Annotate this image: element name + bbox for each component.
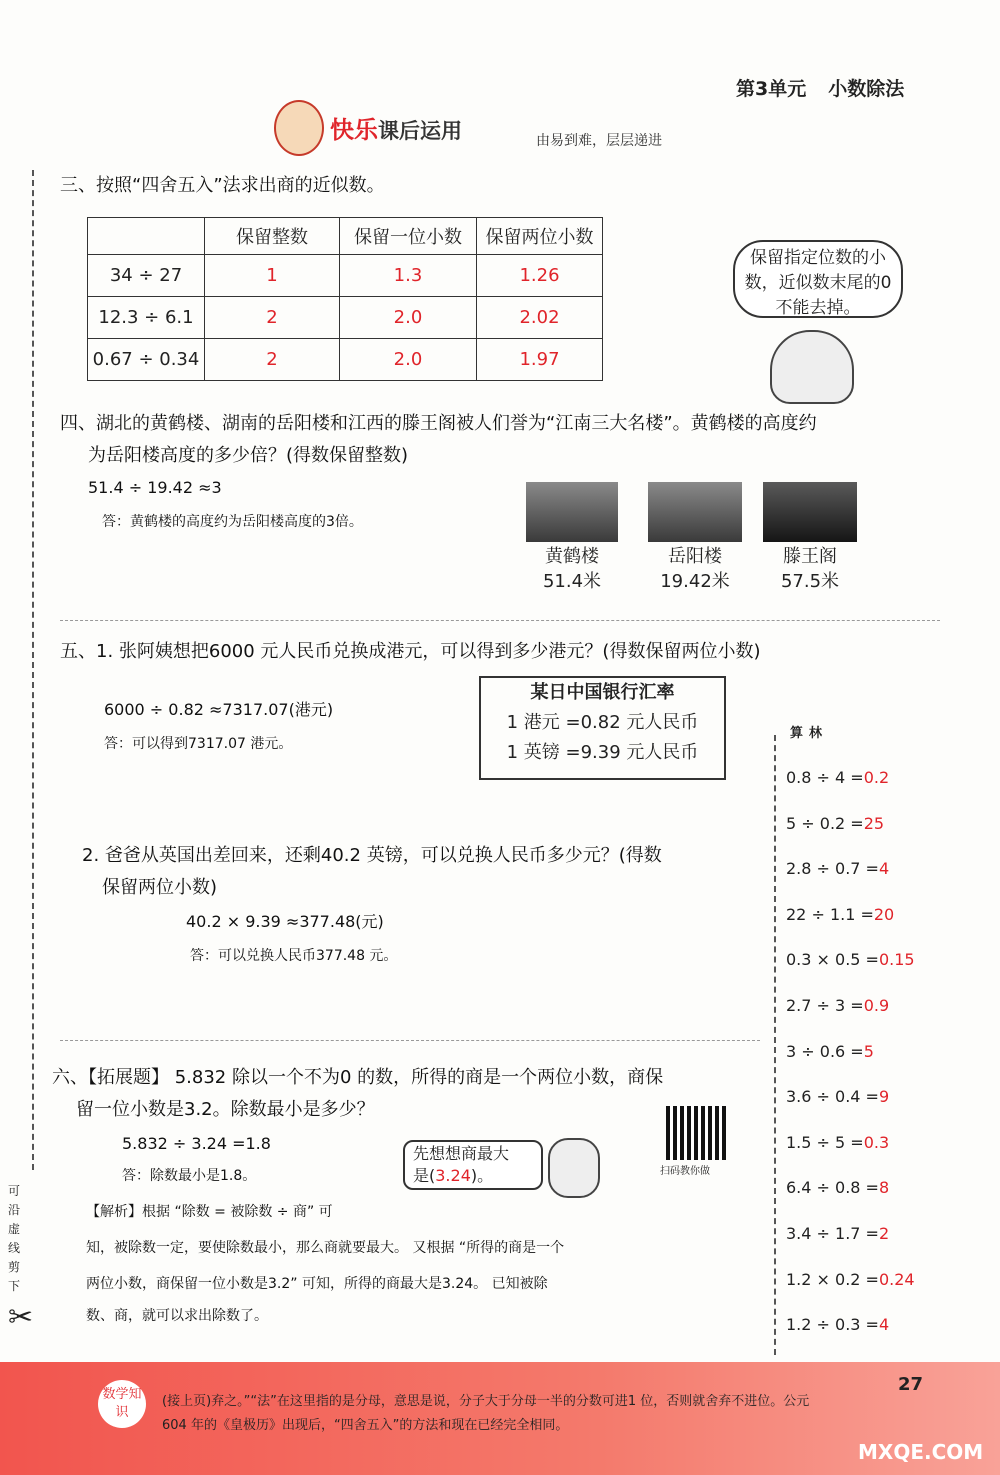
q6-l1: 六、【拓展题】 5.832 除以一个不为0 的数，所得的商是一个两位小数，商保 (52, 1067, 664, 1088)
calc-item (786, 905, 894, 924)
calc-question: 0.3 × 0.5 = (786, 950, 879, 970)
calc-question: 1.2 × 0.2 = (786, 1269, 879, 1289)
q6-l2: 留一位小数是3.2。除数最小是多少？ (76, 1099, 375, 1120)
page-number: 27 (898, 1374, 924, 1395)
calc-item (786, 1087, 889, 1106)
slogan: 由易到难，层层递进 (536, 133, 662, 149)
cut-line (32, 170, 34, 1170)
hint-bubble: 先想想商最大 是(3.24)。 (403, 1140, 543, 1190)
table-row: 34 ÷ 27 1 1.3 1.26 (88, 255, 603, 297)
q4-line2: 为岳阳楼高度的多少倍？(得数保留整数) (88, 445, 409, 466)
calc-answer: 0.15 (878, 950, 915, 970)
calc-question: 3 ÷ 0.6 = (786, 1041, 864, 1061)
cartoon-pencil-icon (548, 1138, 600, 1198)
watermark: MXQE.COM (858, 1440, 984, 1464)
scissors-icon: ✂ (8, 1300, 34, 1335)
calc-item (786, 814, 884, 833)
calc-item (786, 1315, 889, 1334)
q5-calc1: 6000 ÷ 0.82 ≈7317.07(港元) (104, 700, 334, 719)
cartoon-boy-icon (274, 100, 324, 156)
calc-answer: 0.24 (878, 1269, 915, 1289)
q4-answer: 答：黄鹤楼的高度约为岳阳楼高度的3倍。 (102, 514, 363, 530)
approx-table: 保留整数 保留一位小数 保留两位小数 34 ÷ 27 1 1.3 1.26 12.3 ÷ 6.1 2 2.0 2.02 0.67 ÷ 0.34 2 2.0 1.97 (87, 217, 603, 381)
q3-title: 三、按照“四舍五入”法求出商的近似数。 (60, 175, 385, 196)
calc-answer: 4 (878, 1315, 890, 1335)
calc-answer: 4 (878, 859, 890, 879)
q5-p1: 五、1. 张阿姨想把6000 元人民币兑换成港元，可以得到多少港元？(得数保留两位小数) (60, 641, 761, 662)
tower-caption: 黄鹤楼 51.4米 (542, 546, 602, 592)
calc-item (786, 768, 889, 787)
q4-calc: 51.4 ÷ 19.42 ≈3 (88, 478, 222, 497)
calc-answer: 25 (863, 813, 885, 833)
calc-question: 0.8 ÷ 4 = (786, 768, 864, 787)
unit-label: 第3单元 小数除法 (736, 78, 905, 100)
qr-code-icon[interactable] (666, 1106, 726, 1160)
tip-bubble: 保留指定位数的小数，近似数末尾的0不能去掉。 (733, 240, 903, 318)
q5-p2a: 2. 爸爸从英国出差回来，还剩40.2 英镑，可以兑换人民币多少元？(得数 (82, 845, 662, 866)
analysis-line: 两位小数，商保留一位小数是3.2” 可知，所得的商最大是3.24。 已知被除 (86, 1276, 548, 1292)
calc-answer: 0.2 (863, 768, 890, 787)
q4-line1: 四、湖北的黄鹤楼、湖南的岳阳楼和江西的滕王阁被人们誉为“江南三大名楼”。黄鹤楼的高度约 (60, 413, 817, 434)
calc-question: 22 ÷ 1.1 = (786, 904, 874, 924)
calc-question: 6.4 ÷ 0.8 = (786, 1178, 879, 1198)
calc-question: 3.6 ÷ 0.4 = (786, 1087, 879, 1107)
calc-question: 2.7 ÷ 3 = (786, 996, 864, 1015)
calc-answer: 8 (878, 1178, 890, 1198)
calc-answer: 5 (863, 1041, 874, 1061)
q6-calc: 5.832 ÷ 3.24 =1.8 (122, 1134, 271, 1153)
table-row: 0.67 ÷ 0.34 2 2.0 1.97 (88, 339, 603, 381)
calc-item (786, 1133, 889, 1152)
q6-ans: 答：除数最小是1.8。 (122, 1168, 257, 1184)
calc-question: 2.8 ÷ 0.7 = (786, 859, 879, 879)
qr-label: 扫码教你做 (660, 1166, 710, 1177)
calc-answer: 0.9 (863, 996, 890, 1015)
cartoon-cat-icon (770, 330, 854, 404)
tower-caption: 岳阳楼 19.42米 (660, 546, 730, 592)
calc-item (786, 859, 889, 878)
cut-hint: 可沿虚线剪下 (8, 1184, 21, 1293)
calc-item (786, 1224, 889, 1243)
divider (60, 1040, 760, 1041)
calc-answer: 9 (878, 1087, 890, 1107)
footer-badge: 数学知识 (98, 1380, 146, 1428)
table-row: 12.3 ÷ 6.1 2 2.0 2.02 (88, 297, 603, 339)
analysis-line: 知，被除数一定，要使除数最小，那么商就要最大。 又根据 “所得的商是一个 (86, 1240, 565, 1256)
tower-photo-2 (648, 482, 742, 542)
brand-logo: 快乐课后运用 (274, 98, 524, 158)
tower-photo-1 (526, 482, 618, 542)
calc-question: 3.4 ÷ 1.7 = (786, 1224, 879, 1243)
q5-ans1: 答：可以得到7317.07 港元。 (104, 736, 293, 752)
tower-caption: 滕王阁 57.5米 (780, 546, 840, 592)
calc-answer: 20 (873, 904, 895, 924)
calc-item (786, 1270, 915, 1289)
side-cut-line (774, 735, 776, 1355)
analysis-line: 数、商，就可以求出除数了。 (86, 1308, 268, 1324)
calc-question: 1.5 ÷ 5 = (786, 1132, 864, 1152)
side-title: 算林 (790, 726, 829, 741)
q5-ans2: 答：可以兑换人民币377.48 元。 (190, 948, 398, 964)
footer-text: (接上页)弃之。”“法”在这里指的是分母，意思是说，分子大于分母一半的分数可进1 位，否则就舍弃不进位。公元604 年的《皇极历》出现后，“四舍五入”的方法和现在已经完全相同。 (162, 1394, 810, 1433)
calc-question: 1.2 ÷ 0.3 = (786, 1315, 879, 1335)
divider (60, 620, 940, 621)
exchange-rate-box: 某日中国银行汇率 1 港元 =0.82 元人民币 1 英镑 =9.39 元人民币 (479, 676, 726, 780)
analysis-line: 【解析】根据 “除数 = 被除数 ÷ 商” 可 (86, 1204, 333, 1220)
q5-calc2: 40.2 × 9.39 ≈377.48(元) (186, 912, 384, 931)
q5-p2b: 保留两位小数) (102, 877, 218, 898)
calc-question: 5 ÷ 0.2 = (786, 813, 864, 833)
calc-item (786, 1042, 874, 1061)
calc-item (786, 996, 889, 1015)
calc-answer: 2 (878, 1224, 890, 1243)
tower-photo-3 (763, 482, 857, 542)
calc-item (786, 950, 915, 969)
calc-item (786, 1178, 889, 1197)
calc-answer: 0.3 (863, 1132, 890, 1152)
